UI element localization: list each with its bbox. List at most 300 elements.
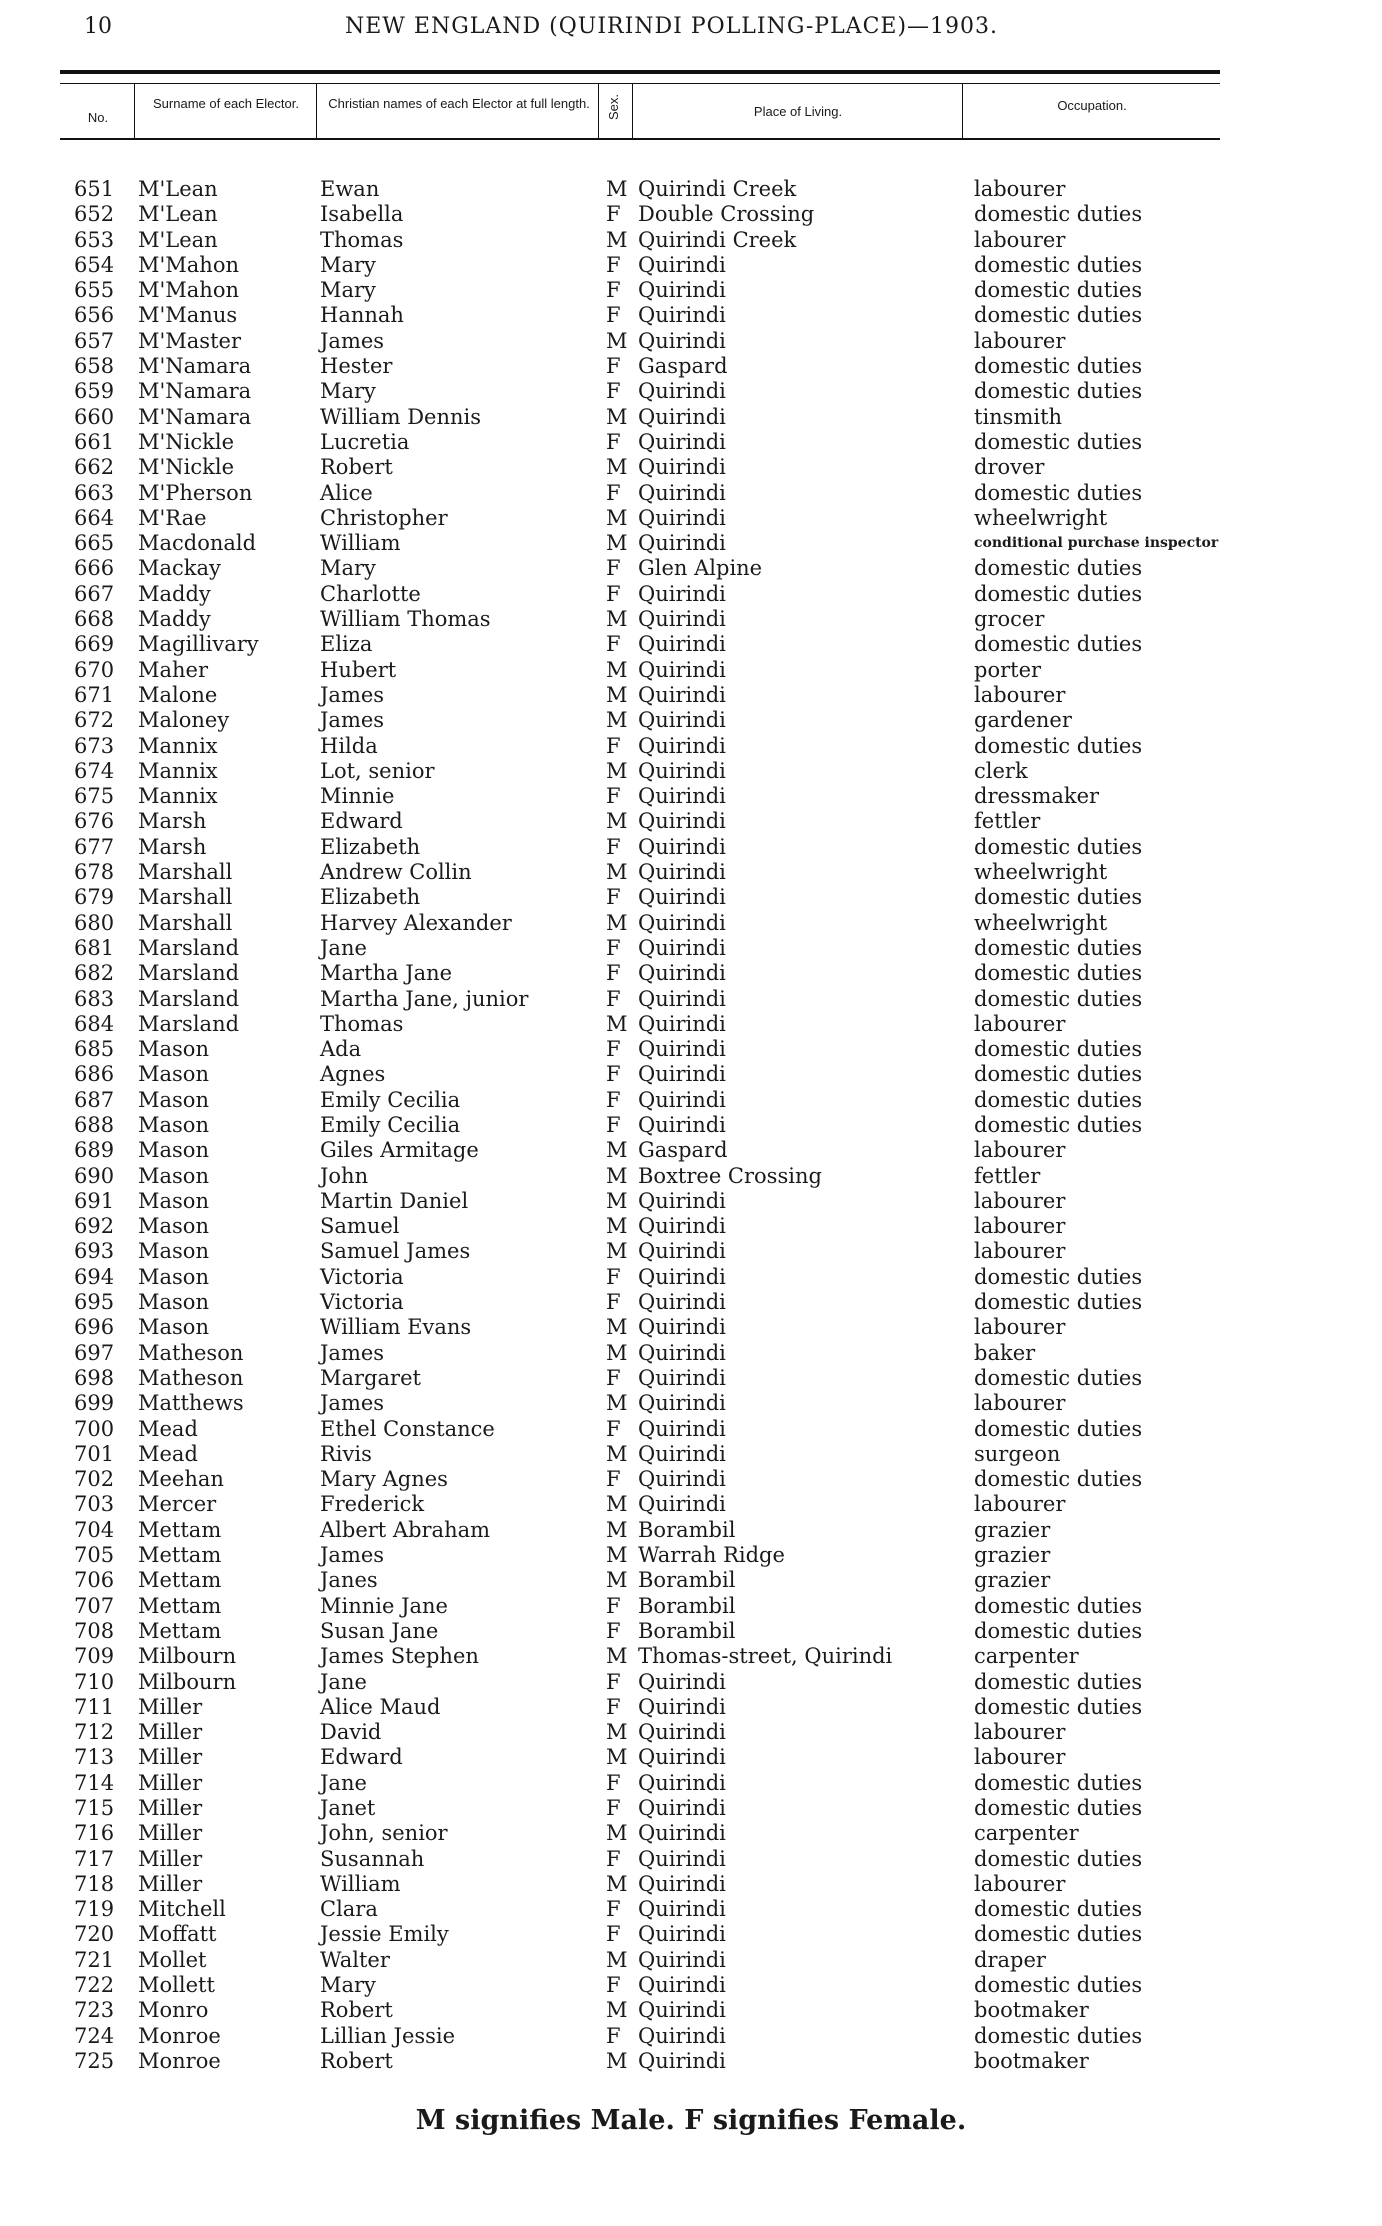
- elector-occupation: drover: [974, 455, 1045, 480]
- elector-sex: M: [606, 1138, 628, 1163]
- elector-place: Thomas-street, Quirindi: [638, 1644, 893, 1669]
- elector-occupation: labourer: [974, 1239, 1066, 1264]
- elector-number: 699: [74, 1391, 115, 1416]
- elector-occupation: domestic duties: [974, 1037, 1143, 1062]
- elector-number: 692: [74, 1214, 115, 1239]
- elector-sex: M: [606, 1644, 628, 1669]
- elector-sex: F: [606, 581, 621, 606]
- table-row: [0, 1922, 1382, 1947]
- table-row: [0, 1239, 1382, 1264]
- elector-sex: F: [606, 278, 621, 303]
- elector-christian-names: Thomas: [320, 1011, 404, 1036]
- elector-number: 677: [74, 834, 115, 859]
- table-row: [0, 1417, 1382, 1442]
- table-row: [0, 329, 1382, 354]
- elector-surname: M'Pherson: [138, 480, 253, 505]
- elector-sex: F: [606, 733, 621, 758]
- elector-christian-names: Ewan: [320, 177, 380, 201]
- elector-place: Quirindi: [638, 733, 726, 758]
- elector-place: Quirindi: [638, 328, 726, 353]
- table-row: [0, 1670, 1382, 1695]
- elector-surname: Milbourn: [138, 1644, 237, 1669]
- elector-occupation: domestic duties: [974, 1796, 1143, 1820]
- elector-christian-names: Charlotte: [320, 581, 421, 606]
- elector-surname: Miller: [138, 1745, 203, 1770]
- table-row: [0, 1265, 1382, 1290]
- elector-occupation: bootmaker: [974, 1998, 1089, 2023]
- table-row: [0, 1442, 1382, 1467]
- elector-occupation: labourer: [974, 1720, 1066, 1745]
- elector-sex: M: [606, 1745, 628, 1770]
- elector-occupation: baker: [974, 1340, 1036, 1365]
- elector-surname: Miller: [138, 1821, 203, 1846]
- elector-sex: M: [606, 1568, 628, 1593]
- table-row: [0, 228, 1382, 253]
- elector-sex: M: [606, 1391, 628, 1416]
- elector-occupation: domestic duties: [974, 581, 1143, 606]
- table-row: [0, 1214, 1382, 1239]
- column-divider: [316, 84, 317, 140]
- elector-christian-names: Janet: [320, 1796, 376, 1820]
- elector-place: Quirindi: [638, 429, 726, 454]
- table-row: [0, 1796, 1382, 1821]
- elector-sex: F: [606, 1796, 621, 1820]
- elector-number: 705: [74, 1543, 115, 1568]
- elector-sex: F: [606, 961, 621, 986]
- elector-sex: F: [606, 834, 621, 859]
- elector-occupation: domestic duties: [974, 1593, 1143, 1618]
- elector-christian-names: John, senior: [320, 1821, 448, 1846]
- elector-place: Quirindi: [638, 1846, 726, 1871]
- table-row: [0, 177, 1382, 202]
- elector-surname: Mason: [138, 1138, 209, 1163]
- elector-christian-names: Robert: [320, 2048, 393, 2073]
- elector-surname: Marshall: [138, 910, 233, 935]
- elector-surname: Mollet: [138, 1947, 207, 1972]
- elector-christian-names: Minnie: [320, 784, 395, 809]
- elector-place: Quirindi: [638, 1745, 726, 1770]
- elector-surname: M'Manus: [138, 303, 238, 328]
- elector-sex: M: [606, 404, 628, 429]
- elector-surname: Miller: [138, 1796, 203, 1820]
- elector-surname: M'Nickle: [138, 455, 234, 480]
- elector-occupation: domestic duties: [974, 202, 1143, 227]
- header-rule-bottom: [60, 138, 1220, 140]
- table-row: [0, 1164, 1382, 1189]
- elector-place: Boxtree Crossing: [638, 1163, 822, 1188]
- table-row: [0, 1619, 1382, 1644]
- elector-christian-names: Emily Cecilia: [320, 1112, 461, 1137]
- table-row: [0, 658, 1382, 683]
- elector-place: Quirindi: [638, 1188, 726, 1213]
- elector-number: 652: [74, 202, 115, 227]
- elector-place: Quirindi: [638, 1720, 726, 1745]
- elector-place: Borambil: [638, 1618, 736, 1643]
- elector-place: Quirindi: [638, 480, 726, 505]
- elector-number: 687: [74, 1087, 115, 1112]
- elector-surname: Marsland: [138, 986, 240, 1011]
- elector-sex: F: [606, 1365, 621, 1390]
- elector-christian-names: Susannah: [320, 1846, 425, 1871]
- elector-place: Quirindi: [638, 986, 726, 1011]
- elector-place: Quirindi: [638, 784, 726, 809]
- elector-occupation: labourer: [974, 1492, 1066, 1517]
- elector-christian-names: Edward: [320, 809, 403, 834]
- table-row: [0, 1872, 1382, 1897]
- elector-place: Quirindi: [638, 1694, 726, 1719]
- elector-surname: Miller: [138, 1871, 203, 1896]
- elector-sex: M: [606, 2048, 628, 2073]
- table-row: [0, 961, 1382, 986]
- elector-occupation: domestic duties: [974, 961, 1143, 986]
- elector-surname: Mettam: [138, 1517, 222, 1542]
- elector-christian-names: Mary: [320, 252, 376, 277]
- elector-christian-names: William: [320, 1871, 401, 1896]
- elector-occupation: labourer: [974, 227, 1066, 252]
- elector-place: Quirindi: [638, 657, 726, 682]
- legend-footer: M signifies Male. F signifies Female.: [415, 2105, 967, 2136]
- elector-place: Quirindi: [638, 1112, 726, 1137]
- elector-number: 657: [74, 328, 115, 353]
- elector-number: 663: [74, 480, 115, 505]
- elector-surname: Marshall: [138, 885, 233, 910]
- elector-sex: M: [606, 708, 628, 733]
- elector-christian-names: Robert: [320, 455, 393, 480]
- table-row: [0, 1644, 1382, 1669]
- elector-christian-names: James: [320, 328, 385, 353]
- elector-place: Borambil: [638, 1593, 736, 1618]
- table-row: [0, 1847, 1382, 1872]
- elector-place: Quirindi: [638, 1087, 726, 1112]
- table-row: [0, 1720, 1382, 1745]
- elector-surname: M'Namara: [138, 379, 252, 404]
- table-row: [0, 1998, 1382, 2023]
- elector-christian-names: Agnes: [320, 1062, 386, 1087]
- elector-occupation: labourer: [974, 1315, 1066, 1340]
- elector-occupation: labourer: [974, 682, 1066, 707]
- table-row: [0, 632, 1382, 657]
- elector-surname: Mason: [138, 1264, 209, 1289]
- column-divider: [632, 84, 633, 140]
- elector-number: 719: [74, 1897, 115, 1922]
- elector-occupation: domestic duties: [974, 252, 1143, 277]
- elector-sex: F: [606, 885, 621, 910]
- elector-christian-names: James: [320, 1543, 385, 1568]
- elector-occupation: domestic duties: [974, 1467, 1143, 1492]
- elector-place: Quirindi: [638, 2048, 726, 2073]
- elector-number: 693: [74, 1239, 115, 1264]
- elector-place: Quirindi: [638, 1062, 726, 1087]
- elector-sex: M: [606, 1492, 628, 1517]
- elector-sex: F: [606, 480, 621, 505]
- elector-number: 669: [74, 632, 115, 657]
- elector-place: Quirindi Creek: [638, 227, 797, 252]
- table-row: [0, 582, 1382, 607]
- table-row: [0, 1771, 1382, 1796]
- elector-occupation: domestic duties: [974, 1618, 1143, 1643]
- table-row: [0, 1695, 1382, 1720]
- elector-place: Quirindi: [638, 708, 726, 733]
- elector-place: Quirindi: [638, 252, 726, 277]
- elector-surname: Mannix: [138, 784, 218, 809]
- elector-sex: F: [606, 935, 621, 960]
- table-row: [0, 354, 1382, 379]
- column-header-sex: Sex.: [606, 94, 621, 121]
- elector-surname: Mason: [138, 1239, 209, 1264]
- table-row: [0, 1189, 1382, 1214]
- elector-occupation: clerk: [974, 758, 1028, 783]
- elector-sex: M: [606, 1720, 628, 1745]
- elector-sex: F: [606, 1087, 621, 1112]
- elector-number: 651: [74, 177, 115, 201]
- elector-christian-names: Andrew Collin: [320, 860, 472, 885]
- table-row: [0, 1315, 1382, 1340]
- elector-sex: F: [606, 379, 621, 404]
- table-row: [0, 253, 1382, 278]
- elector-christian-names: Hester: [320, 354, 393, 379]
- table-row: [0, 1948, 1382, 1973]
- elector-surname: Mason: [138, 1290, 209, 1315]
- elector-place: Quirindi: [638, 1239, 726, 1264]
- table-row: [0, 1897, 1382, 1922]
- elector-sex: M: [606, 682, 628, 707]
- elector-christian-names: Mary: [320, 278, 376, 303]
- elector-number: 695: [74, 1290, 115, 1315]
- elector-occupation: domestic duties: [974, 1897, 1143, 1922]
- elector-surname: Mackay: [138, 556, 221, 581]
- table-row: [0, 1391, 1382, 1416]
- elector-christian-names: Isabella: [320, 202, 404, 227]
- elector-surname: Marsh: [138, 834, 207, 859]
- elector-number: 696: [74, 1315, 115, 1340]
- elector-sex: M: [606, 1188, 628, 1213]
- elector-christian-names: James: [320, 1340, 385, 1365]
- table-row: [0, 2024, 1382, 2049]
- elector-surname: Matthews: [138, 1391, 244, 1416]
- elector-sex: F: [606, 1669, 621, 1694]
- elector-number: 688: [74, 1112, 115, 1137]
- elector-place: Warrah Ridge: [638, 1543, 785, 1568]
- table-row: [0, 1290, 1382, 1315]
- elector-christian-names: Mary: [320, 556, 376, 581]
- elector-surname: Mannix: [138, 758, 218, 783]
- elector-number: 725: [74, 2048, 115, 2073]
- elector-number: 656: [74, 303, 115, 328]
- elector-sex: M: [606, 1441, 628, 1466]
- elector-number: 708: [74, 1618, 115, 1643]
- table-row: [0, 1821, 1382, 1846]
- elector-sex: F: [606, 202, 621, 227]
- elector-sex: M: [606, 505, 628, 530]
- table-row: [0, 987, 1382, 1012]
- elector-place: Quirindi: [638, 1796, 726, 1820]
- elector-place: Quirindi: [638, 1821, 726, 1846]
- elector-christian-names: Jane: [320, 1669, 367, 1694]
- elector-number: 713: [74, 1745, 115, 1770]
- elector-surname: Mettam: [138, 1568, 222, 1593]
- elector-number: 700: [74, 1416, 115, 1441]
- elector-occupation: domestic duties: [974, 1973, 1143, 1998]
- elector-christian-names: Mary Agnes: [320, 1467, 448, 1492]
- elector-surname: Matheson: [138, 1365, 244, 1390]
- elector-place: Quirindi: [638, 1897, 726, 1922]
- elector-sex: F: [606, 1973, 621, 1998]
- elector-number: 712: [74, 1720, 115, 1745]
- elector-sex: M: [606, 1214, 628, 1239]
- column-header-no: No.: [87, 110, 109, 125]
- elector-christian-names: Emily Cecilia: [320, 1087, 461, 1112]
- elector-number: 668: [74, 607, 115, 632]
- elector-surname: Mettam: [138, 1593, 222, 1618]
- elector-sex: M: [606, 177, 628, 201]
- elector-place: Quirindi: [638, 809, 726, 834]
- elector-surname: Maddy: [138, 607, 211, 632]
- elector-sex: F: [606, 632, 621, 657]
- elector-number: 690: [74, 1163, 115, 1188]
- elector-occupation: grocer: [974, 607, 1045, 632]
- elector-sex: F: [606, 429, 621, 454]
- elector-place: Quirindi: [638, 1037, 726, 1062]
- elector-christian-names: Rivis: [320, 1441, 372, 1466]
- header-rule-thick: [60, 70, 1220, 74]
- elector-number: 711: [74, 1694, 115, 1719]
- elector-number: 660: [74, 404, 115, 429]
- elector-number: 681: [74, 935, 115, 960]
- elector-place: Quirindi: [638, 607, 726, 632]
- elector-place: Quirindi: [638, 1947, 726, 1972]
- elector-surname: Marsland: [138, 961, 240, 986]
- elector-christian-names: Walter: [320, 1947, 390, 1972]
- elector-christian-names: Albert Abraham: [320, 1517, 491, 1542]
- elector-number: 714: [74, 1770, 115, 1795]
- table-row: [0, 1113, 1382, 1138]
- elector-christian-names: William Thomas: [320, 607, 491, 632]
- elector-place: Quirindi: [638, 404, 726, 429]
- elector-occupation: labourer: [974, 1188, 1066, 1213]
- elector-occupation: porter: [974, 657, 1042, 682]
- elector-occupation: wheelwright: [974, 910, 1108, 935]
- elector-number: 717: [74, 1846, 115, 1871]
- table-row: [0, 734, 1382, 759]
- elector-sex: M: [606, 1947, 628, 1972]
- elector-number: 720: [74, 1922, 115, 1947]
- elector-sex: M: [606, 328, 628, 353]
- elector-place: Quirindi: [638, 1973, 726, 1998]
- table-row: [0, 1012, 1382, 1037]
- elector-sex: F: [606, 1062, 621, 1087]
- elector-christian-names: Harvey Alexander: [320, 910, 512, 935]
- elector-christian-names: Frederick: [320, 1492, 425, 1517]
- elector-place: Quirindi: [638, 1315, 726, 1340]
- elector-surname: Monro: [138, 1998, 209, 2023]
- elector-number: 673: [74, 733, 115, 758]
- table-row: [0, 1518, 1382, 1543]
- elector-surname: Monroe: [138, 2048, 221, 2073]
- elector-christian-names: Ada: [320, 1037, 362, 1062]
- elector-number: 658: [74, 354, 115, 379]
- elector-number: 682: [74, 961, 115, 986]
- elector-christian-names: Jessie Emily: [320, 1922, 449, 1947]
- elector-number: 666: [74, 556, 115, 581]
- elector-surname: Monroe: [138, 2023, 221, 2048]
- elector-sex: F: [606, 1112, 621, 1137]
- elector-surname: Marsland: [138, 935, 240, 960]
- elector-occupation: domestic duties: [974, 2023, 1143, 2048]
- elector-place: Quirindi: [638, 860, 726, 885]
- elector-surname: Mason: [138, 1112, 209, 1137]
- elector-place: Quirindi: [638, 1770, 726, 1795]
- elector-occupation: labourer: [974, 1138, 1066, 1163]
- elector-sex: M: [606, 1163, 628, 1188]
- elector-surname: M'Rae: [138, 505, 207, 530]
- elector-place: Quirindi: [638, 1391, 726, 1416]
- elector-occupation: domestic duties: [974, 1922, 1143, 1947]
- table-row: [0, 708, 1382, 733]
- elector-place: Quirindi: [638, 1011, 726, 1036]
- elector-occupation: labourer: [974, 1214, 1066, 1239]
- elector-christian-names: Margaret: [320, 1365, 421, 1390]
- elector-christian-names: Jane: [320, 1770, 367, 1795]
- elector-sex: F: [606, 1593, 621, 1618]
- elector-surname: M'Mahon: [138, 252, 239, 277]
- elector-occupation: wheelwright: [974, 860, 1108, 885]
- table-row: [0, 278, 1382, 303]
- elector-sex: M: [606, 1011, 628, 1036]
- elector-place: Quirindi: [638, 379, 726, 404]
- elector-surname: Miller: [138, 1846, 203, 1871]
- elector-christian-names: Eliza: [320, 632, 373, 657]
- elector-place: Gaspard: [638, 354, 728, 379]
- elector-sex: M: [606, 1821, 628, 1846]
- elector-place: Quirindi: [638, 1340, 726, 1365]
- elector-place: Quirindi: [638, 682, 726, 707]
- elector-number: 721: [74, 1947, 115, 1972]
- elector-christian-names: Thomas: [320, 227, 404, 252]
- elector-sex: M: [606, 1543, 628, 1568]
- elector-sex: F: [606, 556, 621, 581]
- column-divider: [962, 84, 963, 140]
- elector-surname: Mason: [138, 1087, 209, 1112]
- elector-number: 661: [74, 429, 115, 454]
- elector-christian-names: Susan Jane: [320, 1618, 439, 1643]
- elector-number: 722: [74, 1973, 115, 1998]
- table-row: [0, 506, 1382, 531]
- elector-number: 676: [74, 809, 115, 834]
- elector-christian-names: Alice Maud: [320, 1694, 441, 1719]
- elector-number: 723: [74, 1998, 115, 2023]
- elector-surname: M'Lean: [138, 227, 218, 252]
- elector-number: 707: [74, 1593, 115, 1618]
- table-row: [0, 759, 1382, 784]
- elector-surname: Moffatt: [138, 1922, 217, 1947]
- elector-sex: M: [606, 227, 628, 252]
- table-row: [0, 379, 1382, 404]
- elector-christian-names: James: [320, 682, 385, 707]
- elector-place: Quirindi: [638, 1492, 726, 1517]
- elector-christian-names: Clara: [320, 1897, 378, 1922]
- elector-surname: M'Lean: [138, 202, 218, 227]
- elector-surname: Mettam: [138, 1543, 222, 1568]
- elector-christian-names: Martin Daniel: [320, 1188, 469, 1213]
- elector-christian-names: Samuel James: [320, 1239, 471, 1264]
- elector-place: Quirindi: [638, 885, 726, 910]
- table-row: [0, 455, 1382, 480]
- elector-occupation: conditional purchase inspector: [974, 535, 1219, 552]
- column-divider: [598, 84, 599, 140]
- elector-occupation: domestic duties: [974, 1694, 1143, 1719]
- elector-occupation: domestic duties: [974, 1264, 1143, 1289]
- elector-christian-names: James: [320, 1391, 385, 1416]
